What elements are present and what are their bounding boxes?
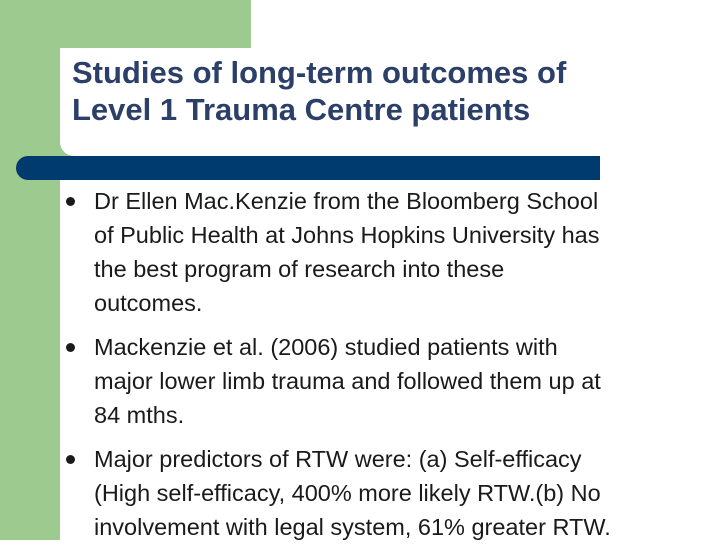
bullet-dot-icon [66,197,75,206]
bullet-line: major lower limb trauma and followed them up at [94,368,601,394]
bullet-line: Mackenzie et al. (2006) studied patients with [94,334,558,360]
bullet-line: outcomes. [94,290,203,316]
bullet-line: 84 mths. [94,402,185,428]
bullet-dot-icon [66,343,75,352]
bullet-dot-icon [66,455,75,464]
bullet-line: involvement with legal system, 61% greater RTW. [94,514,611,540]
bullet-list [60,184,720,554]
bullet-item-2006-study [60,330,720,432]
slide-title-line-1: Studies of long-term outcomes of [72,55,567,90]
slide-title-line-2: Level 1 Trauma Centre patients [72,92,531,127]
bullet-line: the best program of research into these [94,256,505,282]
bullet-item-mackenzie-intro [60,184,720,320]
decorative-green-strip [0,0,60,540]
bullet-line: (High self-efficacy, 400% more likely RTW.(b) No [94,480,601,506]
title-underline-bar [16,156,600,180]
bullet-line: Dr Ellen Mac.Kenzie from the Bloomberg School [94,188,599,214]
bullet-item-rtw-predictors [60,442,720,544]
slide-title [72,54,672,128]
bullet-line: Major predictors of RTW were: (a) Self-efficacy [94,446,582,472]
bullet-line: of Public Health at Johns Hopkins University has [94,222,600,248]
